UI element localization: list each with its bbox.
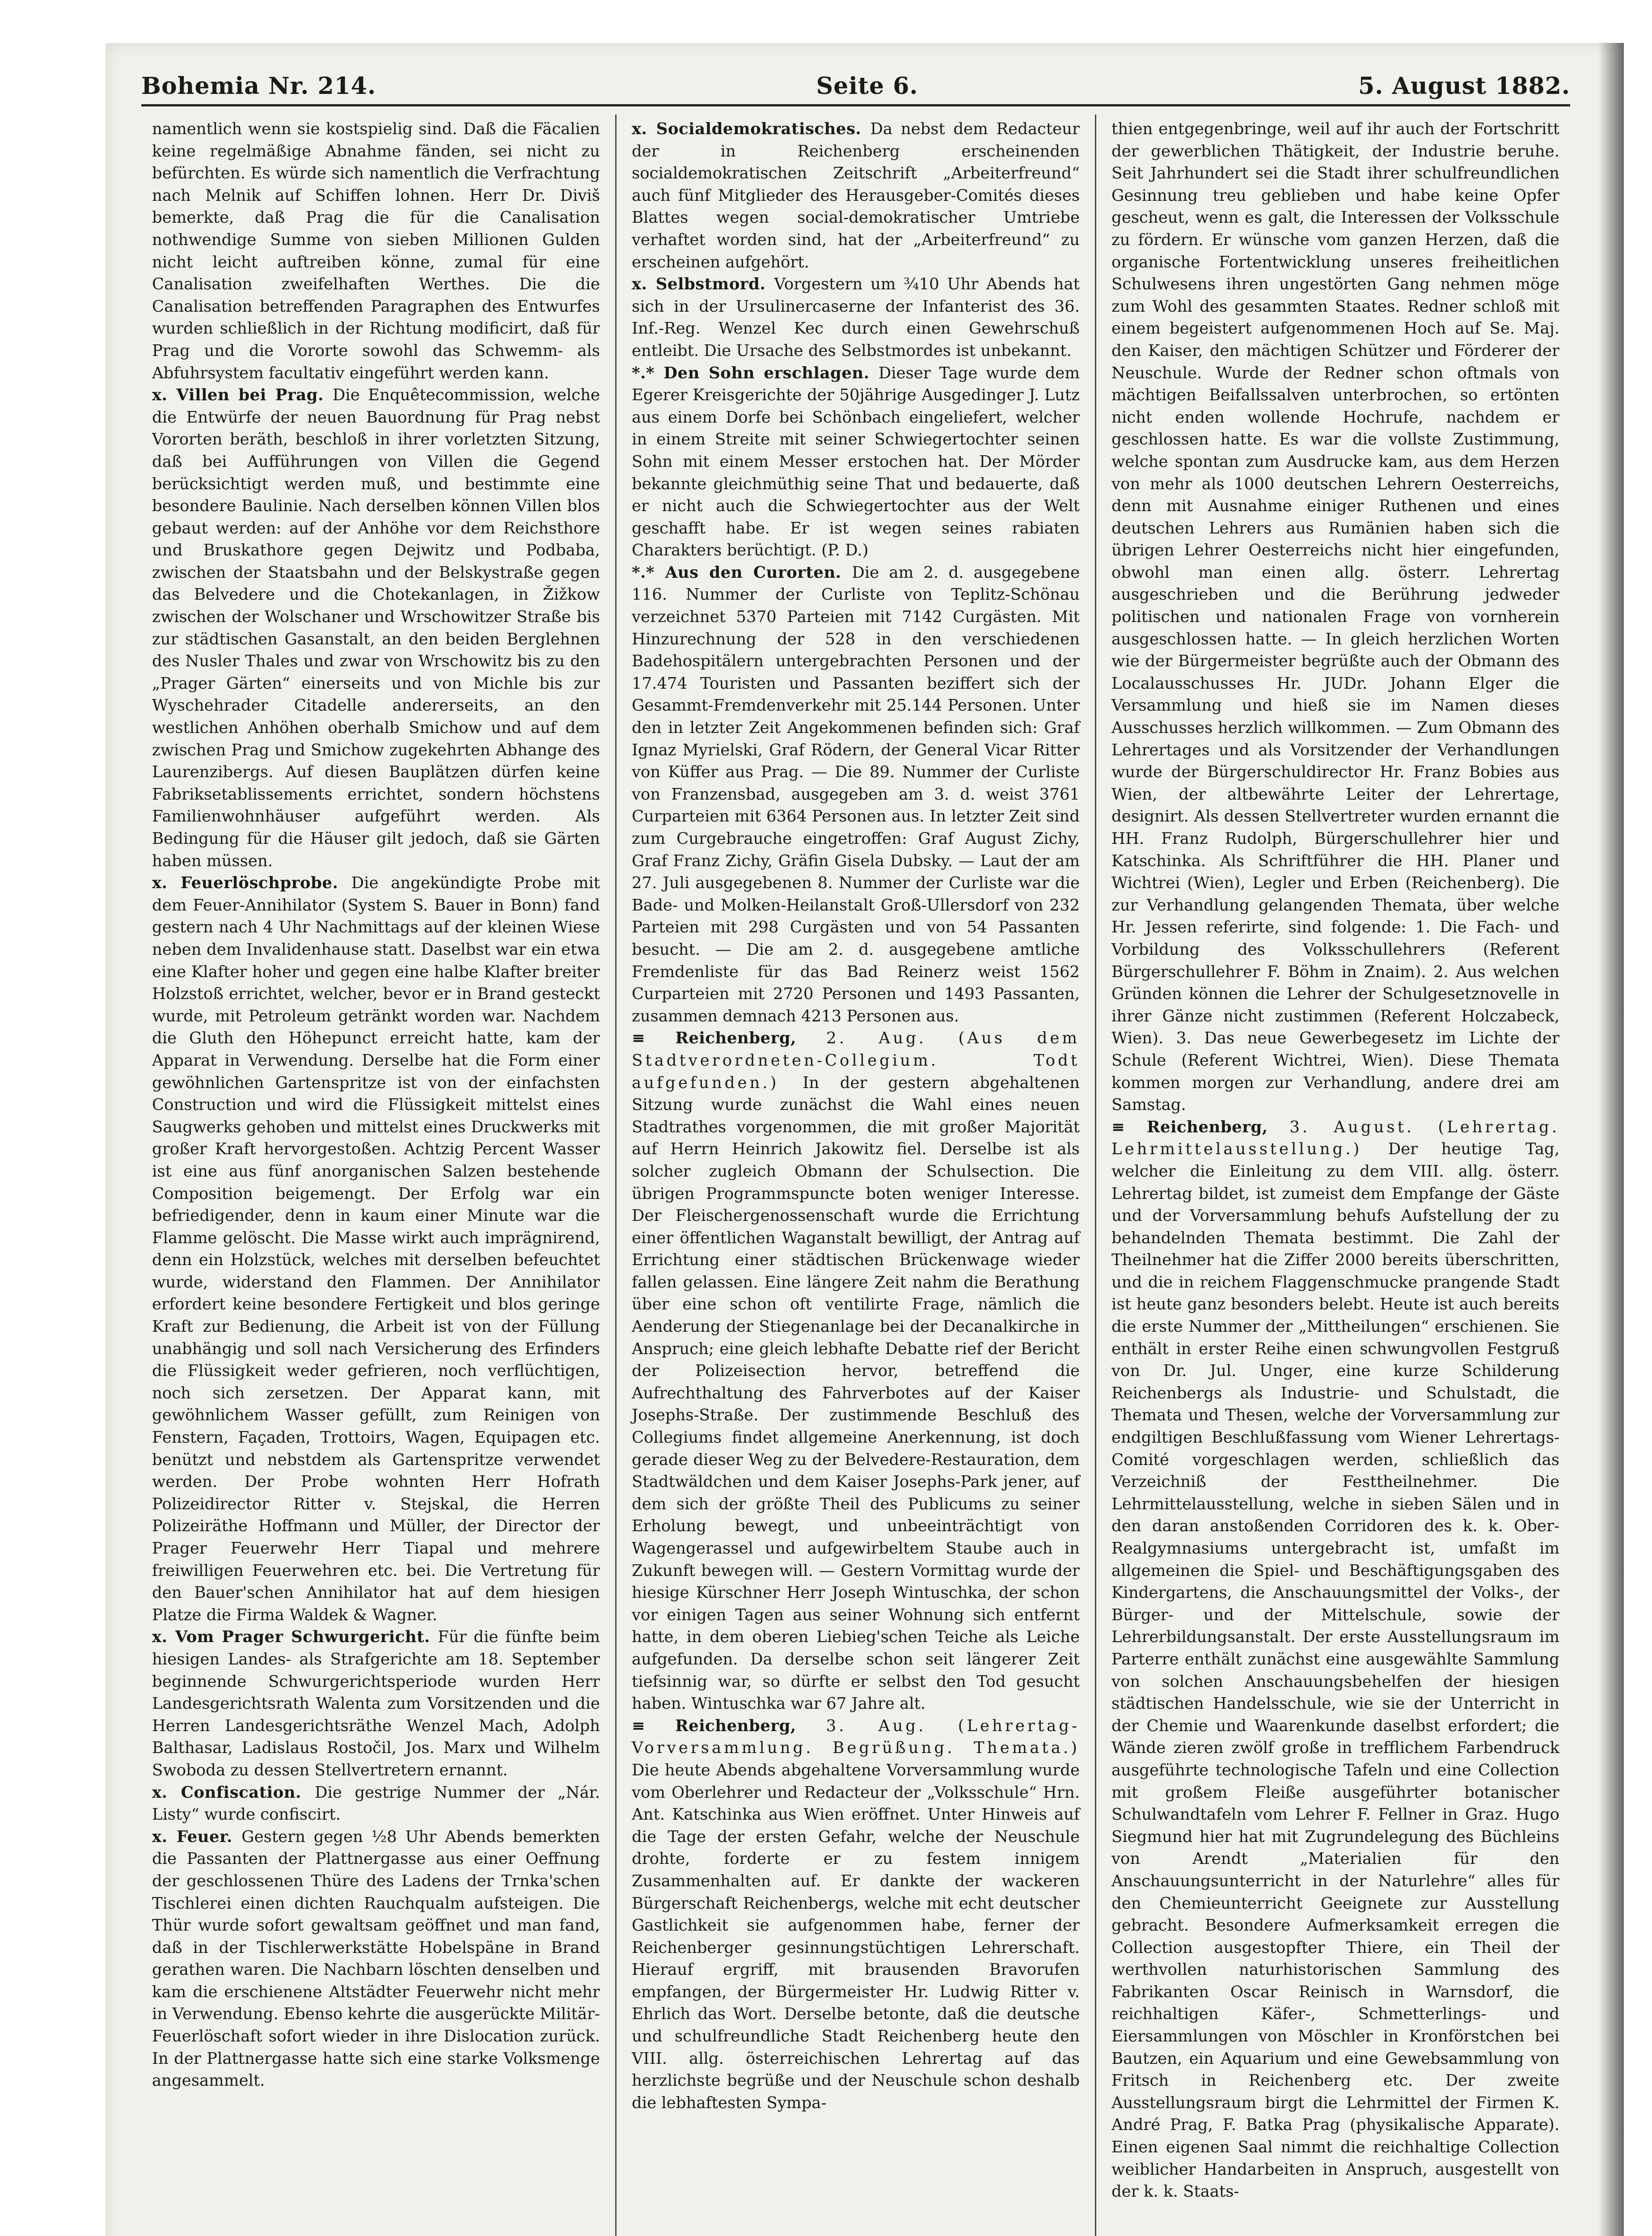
- article-paragraph: thien entgegenbringe, weil auf ihr auch der Fortschritt der gewerblichen Thätigkeit, der Industrie beruhe. Seit Jahrhundert sei die Stadt ihrer schulfreundlichen Gesinnung treu geblieben und habe keine Opfer gescheut, wenn es galt, die Interessen der Volksschule zu fördern. Er wünsche vom ganzen Herzen, daß die organische Fortentwicklung unseres freiheitlichen Schulwesens ihren ungestörten Gang nehmen möge zum Wohl des gesammten Staates. Redner schloß mit einem begeistert aufgenommenen Hoch auf Se. Maj. den Kaiser, den mächtigen Schützer und Förderer der Neuschule. Wurde der Redner schon oftmals von mächtigen Beifallssalven unterbrochen, so ertönten nicht enden wollende Hochrufe, nachdem er geschlossen hatte. Es war die vollste Zustimmung, welche spontan zum Ausdrucke kam, aus dem Herzen von mehr als 1000 deutschen Lehrern Oesterreichs, denn mit Ausnahme einiger Ruthenen und eines deutschen Lehrers aus Rumänien haben sich die übrigen Lehrer Oesterreichs nicht hier eingefunden, obwohl man einen allg. österr. Lehrertag ausgeschrieben und die Berührung jedweder politischen und nationalen Frage von vornherein ausgeschlossen hatte. — In gleich herzlichen Worten wie der Bürgermeister begrüßte auch der Obmann des Localausschusses Hr. JUDr. Johann Elger die Versammlung und hieß sie im Namen dieses Ausschusses herzlich willkommen. — Zum Obmann des Lehrertages und als Vorsitzender der Verhandlungen wurde der Bürgerschuldirector Hr. Franz Bobies aus Wien, der altbewährte Leiter der Lehrertage, designirt. Als dessen Stellvertreter wurden ernannt die HH. Franz Rudolph, Bürgerschullehrer hier und Katschinka. Als Schriftführer die HH. Planer und Wichtrei (Wien), Legler und Erben (Reichenberg). Die zur Verhandlung gelangenden Themata, über welche Hr. Jessen referirte, sind folgende: 1. Die Fach- und Vorbildung des Volksschullehrers (Referent Bürgerschullehrer F. Böhm in Znaim). 2. Aus welchen Gründen können die Lehrer der Schulgesetznovelle in ihrer Gänze nicht zustimmen (Referent Holczabeck, Wien). 3. Das neue Gewerbegesetz im Lichte der Schule (Referent Wichtrei, Wien). Diese Themata kommen morgen zur Verhandlung, andere drei am Samstag.: [1111, 120, 1559, 1114]
- article-subheading: 3. Aug. (Lehrertag-Vorversammlung. Begrüßung. Themata.): [632, 1716, 1080, 1757]
- article-body: Dieser Tage wurde dem Egerer Kreisgerichte der 50jährige Ausgedinger J. Lutz aus einem Dorfe bei Schönbach eingeliefert, welcher in einem Streite mit seiner Schwiegertochter seinen Sohn mit einem Messer erstochen hat. Der Mörder bekannte gleichmüthig seine That und bedauerte, daß er nicht auch die Schwiegertochter aus der Welt geschafft habe. Er ist wegen seines rabiaten Charakters berüchtigt. (P. D.): [632, 364, 1080, 560]
- article-body: Die heute Abends abgehaltene Vorversammlung wurde vom Oberlehrer und Redacteur der „Volksschule“ Hrn. Ant. Katschinka aus Wien eröffnet. Unter Hinweis auf die Tage der ersten Gefahr, welche der Neuschule drohte, forderte er zu festem innigem Zusammenhalten auf. Er dankte der wackeren Bürgerschaft Reichenbergs, welche mit echt deutscher Gastlichkeit sie aufgenommen habe, ferner der Reichenberger gesinnungstüchtigen Lehrerschaft. Hierauf ergriff, mit brausenden Bravorufen empfangen, der Bürgermeister Hr. Ludwig Ritter v. Ehrlich das Wort. Derselbe betonte, daß die deutsche und schulfreundliche Stadt Reichenberg heute den VIII. allg. österreichischen Lehrertag auf das herzlichste begrüße und der Neuschule schon deshalb die lebhaftesten Sympa-: [632, 1761, 1080, 2112]
- article-subheading: 2. Aug. (Aus dem Stadtverordneten-Collegium. Todt aufgefunden.): [632, 1029, 1080, 1092]
- article-paragraph: namentlich wenn sie kostspielig sind. Daß die Fäcalien keine regelmäßige Abnahme fänden, sei nicht zu befürchten. Es würde sich namentlich die Verfrachtung nach Melnik auf Schiffen lohnen. Herr Dr. Diviš bemerkte, daß Prag die für die Canalisation nothwendige Summe von sieben Millionen Gulden nicht leicht auftreiben könne, zumal für eine Canalisation zweifelhaften Werthes. Die die Canalisation betreffenden Paragraphen des Entwurfes wurden schließlich in der Richtung modificirt, daß für Prag und die Vororte sowohl das Schwemm- als Abfuhrsystem facultativ eingeführt werden kann.: [152, 120, 600, 382]
- header-page-number: Seite 6.: [816, 72, 918, 100]
- article-body: Die am 2. d. ausgegebene 116. Nummer der Curliste von Teplitz-Schönau verzeichnet 5370 Parteien mit 7142 Curgästen. Mit Hinzurechnung der 528 in den verschiedenen Badehospitälern untergebrachten Personen und der 17.474 Touristen und Passanten beziffert sich der Gesammt-Fremdenverkehr mit 25.144 Personen. Unter den in letzter Zeit Angekommenen befinden sich: Graf Ignaz Myrielski, Graf Rödern, der General Vicar Ritter von Küffer aus Prag. — Die 89. Nummer der Curliste von Franzensbad, ausgegeben am 3. d. weist 3761 Curparteien mit 6364 Personen aus. In letzter Zeit sind zum Curgebrauche eingetroffen: Graf August Zichy, Graf Franz Zichy, Gräfin Gisela Dubsky. — Laut der am 27. Juli ausgegebenen 8. Nummer der Curliste war die Bade- und Molken-Heilanstalt Groß-Ullersdorf von 232 Parteien mit 298 Curgästen und von 54 Passanten besucht. — Die am 2. d. ausgegebene amtliche Fremdenliste für das Bad Reinerz weist 1562 Curparteien mit 2720 Personen und 1493 Passanten, zusammen demnach 4213 Personen aus.: [632, 563, 1080, 1025]
- article-villen: [152, 384, 600, 872]
- article-sohn-erschlagen: [632, 362, 1080, 562]
- article-heading: x. Socialdemokratisches.: [632, 120, 870, 138]
- article-body: In der gestern abgehaltenen Sitzung wurde zunächst die Wahl eines neuen Stadtrathes vorgenommen, die mit großer Majorität auf Herrn Heinrich Jakowitz fiel. Derselbe ist als solcher zugleich Obmann der Schulsection. Die übrigen Programmspuncte boten weniger Interesse. Der Fleischergenossenschaft wurde die Errichtung einer öffentlichen Waganstalt bewilligt, der Antrag auf Errichtung einer städtischen Brückenwage wieder fallen gelassen. Eine längere Zeit nahm die Berathung über eine schon oft ventilirte Frage, nämlich die Aenderung der Stiegenanlage bei der Decanalkirche in Anspruch; eine gleich lebhafte Debatte rief der Bericht der Polizeisection hervor, betreffend die Aufrechthaltung des Fahrverbotes auf der Kaiser Josephs-Straße. Der zustimmende Beschluß des Collegiums findet allgemeine Anerkennung, ist doch gerade dieser Weg zu der Belvedere-Restauration, dem Stadtwäldchen und dem Kaiser Josephs-Park jener, auf dem sich der größte Theil des Publicums zu seiner Erholung bewegt, und unbeeinträchtigt von Wagengerassel und aufgewirbeltem Staube auch in Zukunft bewegen will. — Gestern Vormittag wurde der hiesige Kürschner Herr Joseph Wintuschka, der schon vor einigen Tagen aus seiner Wohnung sich entfernt hatte, in dem oberen Liebieg'schen Teiche als Leiche aufgefunden. Da derselbe schon seit längerer Zeit tiefsinnig war, so dürfte er selbst den Tod gesucht haben. Wintuschka war 67 Jahre alt.: [632, 1073, 1080, 1713]
- article-subheading: 3. August. (Lehrertag. Lehrmittelausstellung.): [1111, 1118, 1560, 1159]
- article-curorten: [632, 562, 1080, 1027]
- article-body: Gestern gegen ½8 Uhr Abends bemerkten die Passanten der Plattnergasse aus einer Oeffnung der geschlossenen Thüre des Ladens der Trnka'schen Tischlerei einen dichten Rauchqualm aufsteigen. Die Thür wurde sofort gewaltsam geöffnet und man fand, daß in der Tischlerwerkstätte Hobelspäne in Brand gerathen waren. Die Nachbarn löschten denselben und kam die erschienene Altstädter Feuerwehr nicht mehr in Verwendung. Ebenso kehrte die ausgerückte Militär-Feuerlöschaft sofort wieder in ihre Dislocation zurück. In der Plattnergasse hatte sich eine starke Volksmenge angesammelt.: [152, 1827, 600, 2090]
- column-3: [1095, 114, 1575, 2236]
- article-heading: *.* Aus den Curorten.: [632, 563, 852, 582]
- header-date: 5. August 1882.: [1358, 72, 1570, 100]
- article-socialdemokratisches: [632, 118, 1080, 273]
- article-reichenberg-2: [632, 1715, 1080, 2114]
- article-columns: [137, 114, 1575, 2236]
- article-heading: x. Vom Prager Schwurgericht.: [152, 1628, 438, 1647]
- article-heading: ≡ Reichenberg,: [1111, 1118, 1290, 1136]
- article-heading: x. Feuer.: [152, 1827, 242, 1846]
- article-schwurgericht: [152, 1626, 600, 1781]
- article-heading: x. Villen bei Prag.: [152, 386, 333, 405]
- article-confiscation: [152, 1782, 600, 1826]
- column-2: [615, 114, 1095, 2236]
- article-reichenberg-3: [1111, 1116, 1559, 2203]
- article-heading: ≡ Reichenberg,: [632, 1029, 827, 1048]
- article-reichenberg-1: [632, 1027, 1080, 1715]
- binding-shadow: [1598, 43, 1624, 2236]
- article-body: Die gestrige Nummer der „Nár. Listy“ wurde confiscirt.: [152, 1783, 600, 1824]
- article-feuer: [152, 1826, 600, 2092]
- article-body: Der heutige Tag, welcher die Einleitung zu dem VIII. allg. österr. Lehrertag bildet, ist zumeist dem Empfange der Gäste und der Vorversammlung behufs Aufstellung der zu behandelnden Themata bestimmt. Die Zahl der Theilnehmer hat die Ziffer 2000 bereits überschritten, und die in reichem Flaggenschmucke prangende Stadt ist heute ganz besonders belebt. Heute ist auch bereits die erste Nummer der „Mittheilungen“ erschienen. Sie enthält in erster Reihe einen schwungvollen Festgruß von Dr. Jul. Unger, eine kurze Schilderung Reichenbergs als Industrie- und Schulstadt, die Themata und Thesen, welche der Vorversammlung zur endgiltigen Beschlußfassung vom Wiener Lehrertags-Comité vorgeschlagen werden, schließlich das Verzeichniß der Festtheilnehmer. Die Lehrmittelausstellung, welche in sieben Sälen und in den daran anstoßenden Corridoren des k. k. Ober-Realgymnasiums untergebracht ist, umfaßt im allgemeinen die Spiel- und Beschäftigungsgaben des Kindergartens, die Anschauungsmittel der Volks-, der Bürger- und der Mittelschule, sowie der Lehrerbildungsanstalt. Der erste Ausstellungsraum im Parterre enthält zunächst eine ausgewählte Sammlung von solchen Anschauungsbehelfen der hiesigen städtischen Handelsschule, wie sie der Unterricht in der Chemie und Waarenkunde daselbst erfordert; die Wände zieren zwölf große in trefflichem Farbendruck ausgeführte technologische Tafeln und eine Collection mit großem Fleiße ausgeführter botanischer Schulwandtafeln vom Lehrer F. Fellner in Graz. Hugo Siegmund hier hat mit Zugrundelegung des Büchleins von Arendt „Materialien für den Anschauungsunterricht in der Naturlehre“ alles für den Chemieunterricht Geeignete zur Ausstellung gebracht. Besondere Aufmerksamkeit erregen die Collection ausgestopfter Thiere, ein Theil der werthvollen naturhistorischen Sammlung des Fabrikanten Oscar Reinisch in Warnsdorf, die reichhaltigen Käfer-, Schmetterlings- und Eiersammlungen von Möschler in Kronförstchen bei Bautzen, ein Aquarium und eine Gewebsammlung von Fritsch in Reichenberg etc. Der zweite Ausstellungsraum birgt die Lehrmittel der Firmen K. André Prag, F. Batka Prag (physikalische Apparate). Einen eigenen Saal nimmt die reichhaltige Collection weiblicher Handarbeiten in Anspruch, ausgestellt von der k. k. Staats-: [1111, 1140, 1559, 2201]
- article-body: Die Enquêtecommission, welche die Entwürfe der neuen Bauordnung für Prag nebst Vororten beräth, beschloß in ihrer vorletzten Sitzung, daß bei Aufführungen von Villen die Gegend berücksichtigt werden muß, und bestimmte eine besondere Baulinie. Nach derselben können Villen blos gebaut werden: auf der Anhöhe vor dem Reichsthore und Bruskathore gegen Dejwitz und Podbaba, zwischen der Staatsbahn und der Belskystraße gegen das Belvedere und die Chotekanlagen, in Žižkow zwischen der Wolschaner und Wrschowitzer Straße bis zur städtischen Gasanstalt, an den beiden Berglehnen des Nusler Thales und zwar von Wrschowitz bis zu den „Prager Gärten“ einerseits und von Michle bis zur Wyschehrader Citadelle andererseits, an den westlichen Anhöhen oberhalb Smichow und auf dem zwischen Prag und Smichow zugekehrten Abhange des Laurenzibergs. Auf diesen Bauplätzen dürfen keine Fabriksetablissements errichtet, sondern höchstens Familienwohnhäuser aufgeführt werden. Als Bedingung für die Häuser gilt jedoch, daß sie Gärten haben müssen.: [152, 386, 600, 870]
- article-heading: x. Feuerlöschprobe.: [152, 874, 351, 893]
- newspaper-page: [106, 43, 1624, 2236]
- article-body: Da nebst dem Redacteur der in Reichenberg erscheinenden socialdemokratischen Zeitschrift „Arbeiterfreund“ auch fünf Mitglieder des Herausgeber-Comités dieses Blattes wegen social-demokratischer Umtriebe verhaftet worden sind, hat der „Arbeiterfreund“ zu erscheinen aufgehört.: [632, 120, 1080, 271]
- article-heading: *.* Den Sohn erschlagen.: [632, 364, 879, 382]
- article-heading: ≡ Reichenberg,: [632, 1716, 826, 1735]
- page-header: [141, 64, 1570, 106]
- article-feuerloeschprobe: [152, 872, 600, 1626]
- article-body: Die angekündigte Probe mit dem Feuer-Annihilator (System S. Bauer in Bonn) fand gestern nach 4 Uhr Nachmittags auf der kleinen Wiese neben dem Invalidenhause statt. Daselbst war ein etwa eine Klafter hoher und gegen eine halbe Klafter breiter Holzstoß errichtet, welcher, bevor er in Brand gesteckt wurde, mit Petroleum getränkt worden war. Nachdem die Gluth den Höhepunct erreicht hatte, kam der Apparat in Verwendung. Derselbe hat die Form einer gewöhnlichen Gartenspritze ist von der einfachsten Construction und wird die Flüssigkeit mittelst eines Saugwerks gehoben und mittelst eines Druckwerks mit großer Kraft hervorgestoßen. Achtzig Percent Wasser ist eine aus fünf anorganischen Salzen bestehende Composition beigemengt. Der Erfolg war ein befriedigender, denn in kaum einer Minute war die Flamme gelöscht. Die Masse wirkt auch imprägnirend, denn ein Holzstück, welches mit derselben befeuchtet wurde, widerstand den Flammen. Der Annihilator erfordert keine besondere Fertigkeit und blos geringe Kraft zur Bedienung, die Arbeit ist von der Füllung unabhängig und soll nach Versicherung des Erfinders die Flüssigkeit weder gefrieren, noch verflüchtigen, noch sich zersetzen. Der Apparat kann, mit gewöhnlichem Wasser gefüllt, zum Reinigen von Fenstern, Façaden, Trottoirs, Wagen, Equipagen etc. benützt und nebstdem als Gartenspritze verwendet werden. Der Probe wohnten Herr Hofrath Polizeidirector Ritter v. Stejskal, die Herren Polizeiräthe Hoffmann und Müller, der Director der Prager Feuerwehr Herr Tiapal und mehrere freiwilligen Feuerwehren etc. bei. Die Vertretung für den Bauer'schen Annihilator hat auf dem hiesigen Platze die Firma Waldek & Wagner.: [152, 874, 600, 1624]
- article-selbstmord: [632, 273, 1080, 362]
- article-heading: x. Confiscation.: [152, 1783, 315, 1802]
- header-masthead: Bohemia Nr. 214.: [141, 72, 376, 100]
- article-body: Vorgestern um ¾10 Uhr Abends hat sich in der Ursulinercaserne der Infanterist des 36. Inf.-Reg. Wenzel Kec durch einen Gewehrschuß entleibt. Die Ursache des Selbstmordes ist unbekannt.: [632, 275, 1080, 360]
- column-1: [137, 114, 615, 2236]
- article-heading: x. Selbstmord.: [632, 275, 774, 294]
- article-body: Für die fünfte beim hiesigen Landes- als Strafgerichte am 18. September beginnende Schwurgerichtsperiode wurden Herr Landesgerichtsrath Walenta zum Vorsitzenden und die Herren Landesgerichtsräthe Wenzel Mach, Adolph Balthasar, Ladislaus Rostočil, Jos. Marx und Wilhelm Swoboda zu dessen Stellvertretern ernannt.: [152, 1628, 600, 1779]
